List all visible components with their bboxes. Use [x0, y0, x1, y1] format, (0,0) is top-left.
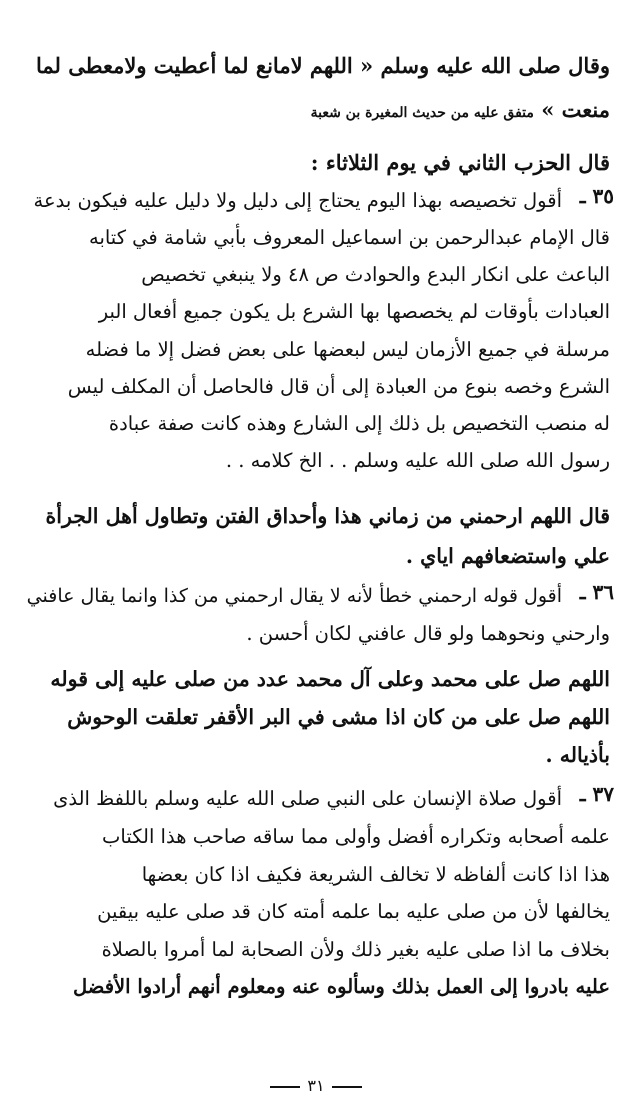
- quote-37: [22, 660, 610, 774]
- item-number-37: ٣٧ ـ: [579, 782, 614, 806]
- item-35-line: أقول تخصيصه بهذا اليوم يحتاج إلى دليل ولا دليل عليه فيكون بدعة: [33, 189, 562, 212]
- intro-hadith: [22, 44, 610, 135]
- item-37-line: يخالفها لأن من صلى عليه بما علمه أمته كان قد صلى عليه بيقين: [97, 900, 610, 924]
- item-35-body: [22, 182, 562, 219]
- item-37-line: علمه أصحابه وتكراره أفضل وأولى مما ساقه صاحب هذا الكتاب: [102, 825, 610, 848]
- item-37-body-cont: [22, 818, 610, 1006]
- item-37-line: بخلاف ما اذا صلى عليه بغير ذلك ولأن الصحابة لما أمروا بالصلاة: [101, 937, 610, 961]
- item-35-line: العبادات بأوقات لم يخصصها بها الشرع بل يكون جميع أفعال البر: [98, 300, 610, 324]
- quote-36-line: قال اللهم ارحمني من زماني هذا وأحداق الفتن وتطاول أهل الجرأة: [45, 504, 610, 528]
- intro-line-2-main: منعت »: [541, 97, 610, 122]
- intro-line-2: [22, 88, 610, 135]
- item-35-line: له منصب التخصيص بل ذلك إلى الشارع وهذه كانت صفة عبادة: [108, 412, 610, 436]
- intro-line-1: وقال صلى الله عليه وسلم « اللهم لامانع لما أعطيت ولامعطى لما: [36, 53, 610, 78]
- quote-37-line: بأذياله .: [545, 743, 610, 767]
- item-35-line: الشرع وخصه بنوع من العبادة إلى أن قال فالحاصل أن المكلف ليس: [67, 374, 610, 398]
- item-number-36: ٣٦ ـ: [579, 580, 614, 604]
- quote-36: [22, 496, 610, 576]
- item-37-line: عليه بادروا إلى العمل بذلك وسألوه عنه ومعلوم أنهم أرادوا الأفضل: [73, 975, 610, 999]
- item-35-line: مرسلة في جميع الأزمان ليس لبعضها على بعض فضل إلا ما فضله: [85, 337, 610, 361]
- page-number-footer: [0, 1076, 632, 1095]
- item-36-body-cont: [22, 615, 610, 652]
- intro-source-note: متفق عليه من حديث المغيرة بن شعبة: [310, 105, 534, 121]
- item-36-line: أقول قوله ارحمني خطأ لأنه لا يقال ارحمني من كذا وانما يقال عافني: [26, 585, 562, 607]
- item-35-line: رسول الله صلى الله عليه وسلم . . الخ كلامه . .: [225, 449, 610, 473]
- quote-36-line: علي واستضعافهم اياي .: [405, 544, 610, 568]
- section-heading: [22, 144, 610, 182]
- quote-37-line: اللهم صل على محمد وعلى آل محمد عدد من صلى عليه إلى قوله: [50, 667, 610, 691]
- item-37-line: هذا اذا كانت ألفاظه لا تخالف الشريعة فكيف اذا كان بعضها: [141, 862, 610, 886]
- item-37-line: أقول صلاة الإنسان على النبي صلى الله عليه وسلم باللفظ الذى: [53, 787, 562, 810]
- quote-37-line: اللهم صل على من كان اذا مشى في البر الأقفر تعلقت الوحوش: [67, 705, 610, 729]
- item-36-body: [22, 578, 562, 615]
- item-37-body: [22, 780, 562, 817]
- item-35-line: قال الإمام عبدالرحمن بن اسماعيل المعروف بأبي شامة في كتابه: [88, 226, 610, 249]
- footer-left-dash: [332, 1086, 362, 1088]
- section-heading-text: قال الحزب الثاني في يوم الثلاثاء :: [310, 150, 610, 175]
- item-36-line: وارحني ونحوهما ولو قال عافني لكان أحسن .: [246, 622, 610, 645]
- footer-right-dash: [270, 1086, 300, 1088]
- item-number-35: ٣٥ ـ: [579, 184, 614, 208]
- item-35-body-cont: [22, 219, 610, 479]
- page-number: ٣١: [307, 1076, 325, 1095]
- item-35-line: الباعث على انكار البدع والحوادث ص ٤٨ ولا ينبغي تخصيص: [141, 263, 610, 287]
